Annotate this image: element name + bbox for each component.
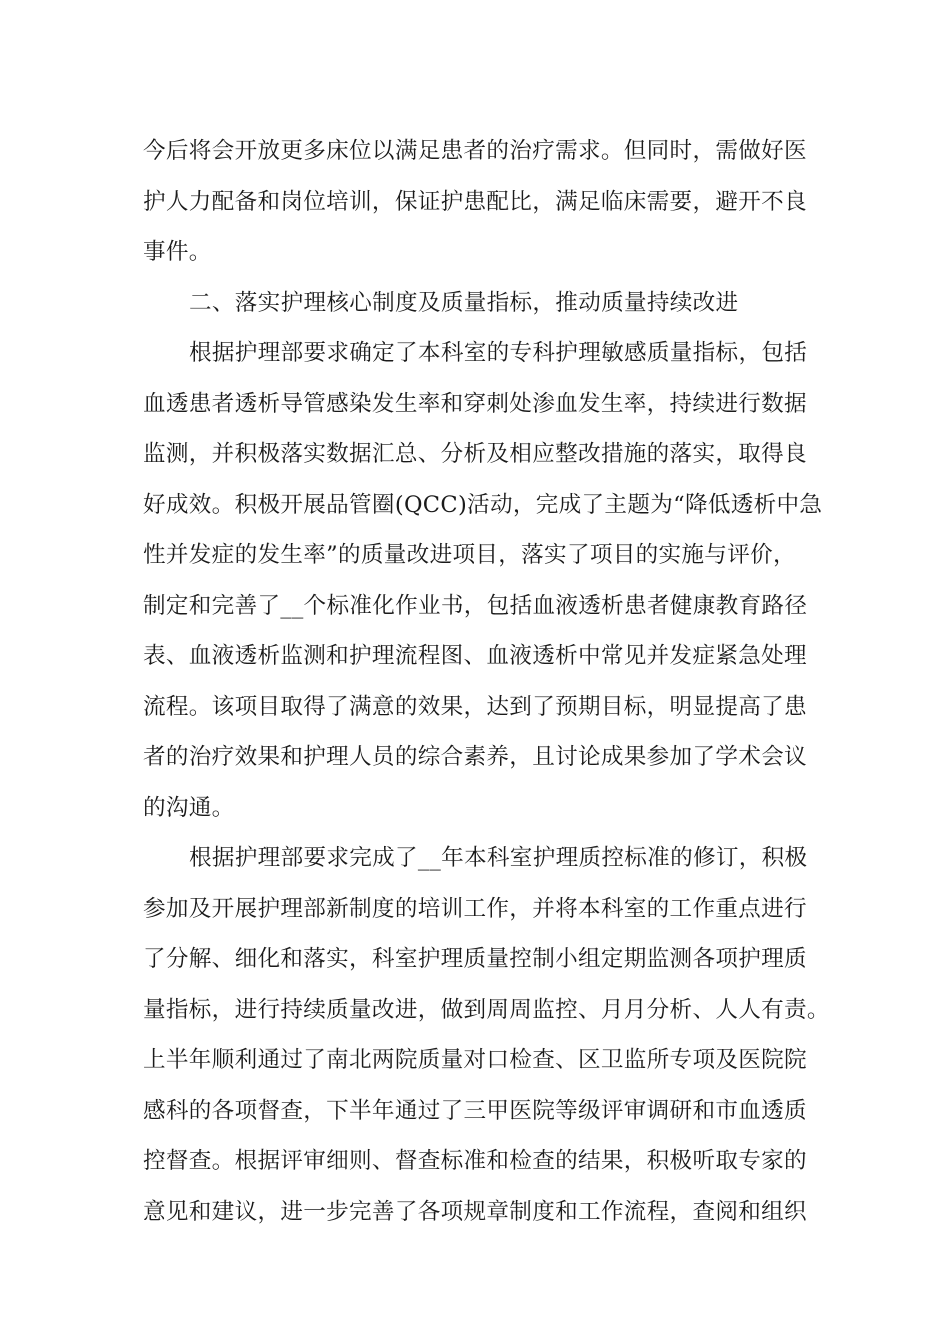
text-line: 根据护理部要求确定了本科室的专科护理敏感质量指标，包括 (189, 340, 808, 366)
text-line: 血透患者透析导管感染发生率和穿刺处渗血发生率，持续进行数据 (143, 390, 807, 417)
text-line: 流程。该项目取得了满意的效果，达到了预期目标，明显提高了患 (143, 693, 807, 720)
text-line: 量指标，进行持续质量改进，做到周周监控、月月分析、人人有责。 (143, 996, 830, 1023)
text-line: 者的治疗效果和护理人员的综合素养，且讨论成果参加了学术会议 (143, 744, 807, 770)
text-line: 根据护理部要求完成了__年本科室护理质控标准的修订，积极 (189, 845, 808, 871)
text-line: 的沟通。 (143, 794, 235, 821)
document-body (143, 126, 830, 1237)
text-line: 了分解、细化和落实，科室护理质量控制小组定期监测各项护理质 (143, 946, 807, 972)
text-line: 制定和完善了__个标准化作业书，包括血液透析患者健康教育路径 (143, 592, 808, 619)
text-line: 好成效。积极开展品管圈(QCC)活动，完成了主题为“降低透析中急 (143, 491, 823, 518)
text-line: 意见和建议，进一步完善了各项规章制度和工作流程，查阅和组织 (143, 1198, 807, 1225)
text-line: 参加及开展护理部新制度的培训工作，并将本科室的工作重点进行 (143, 895, 807, 922)
text-line: 控督查。根据评审细则、督查标准和检查的结果，积极听取专家的 (143, 1148, 807, 1174)
text-line: 今后将会开放更多床位以满足患者的治疗需求。但同时，需做好医 (143, 138, 807, 164)
text-line: 事件。 (143, 239, 212, 265)
text-line: 性并发症的发生率”的质量改进项目，落实了项目的实施与评价， (143, 542, 796, 568)
section-heading: 二、落实护理核心制度及质量指标，推动质量持续改进 (189, 289, 739, 316)
text-line: 上半年顺利通过了南北两院质量对口检查、区卫监所专项及医院院 (143, 1047, 807, 1073)
text-line: 感科的各项督查，下半年通过了三甲医院等级评审调研和市血透质 (143, 1097, 807, 1124)
text-line: 护人力配备和岗位培训，保证护患配比，满足临床需要，避开不良 (143, 188, 807, 215)
text-line: 监测，并积极落实数据汇总、分析及相应整改措施的落实，取得良 (143, 441, 807, 467)
text-line: 表、血液透析监测和护理流程图、血液透析中常见并发症紧急处理 (143, 643, 807, 669)
